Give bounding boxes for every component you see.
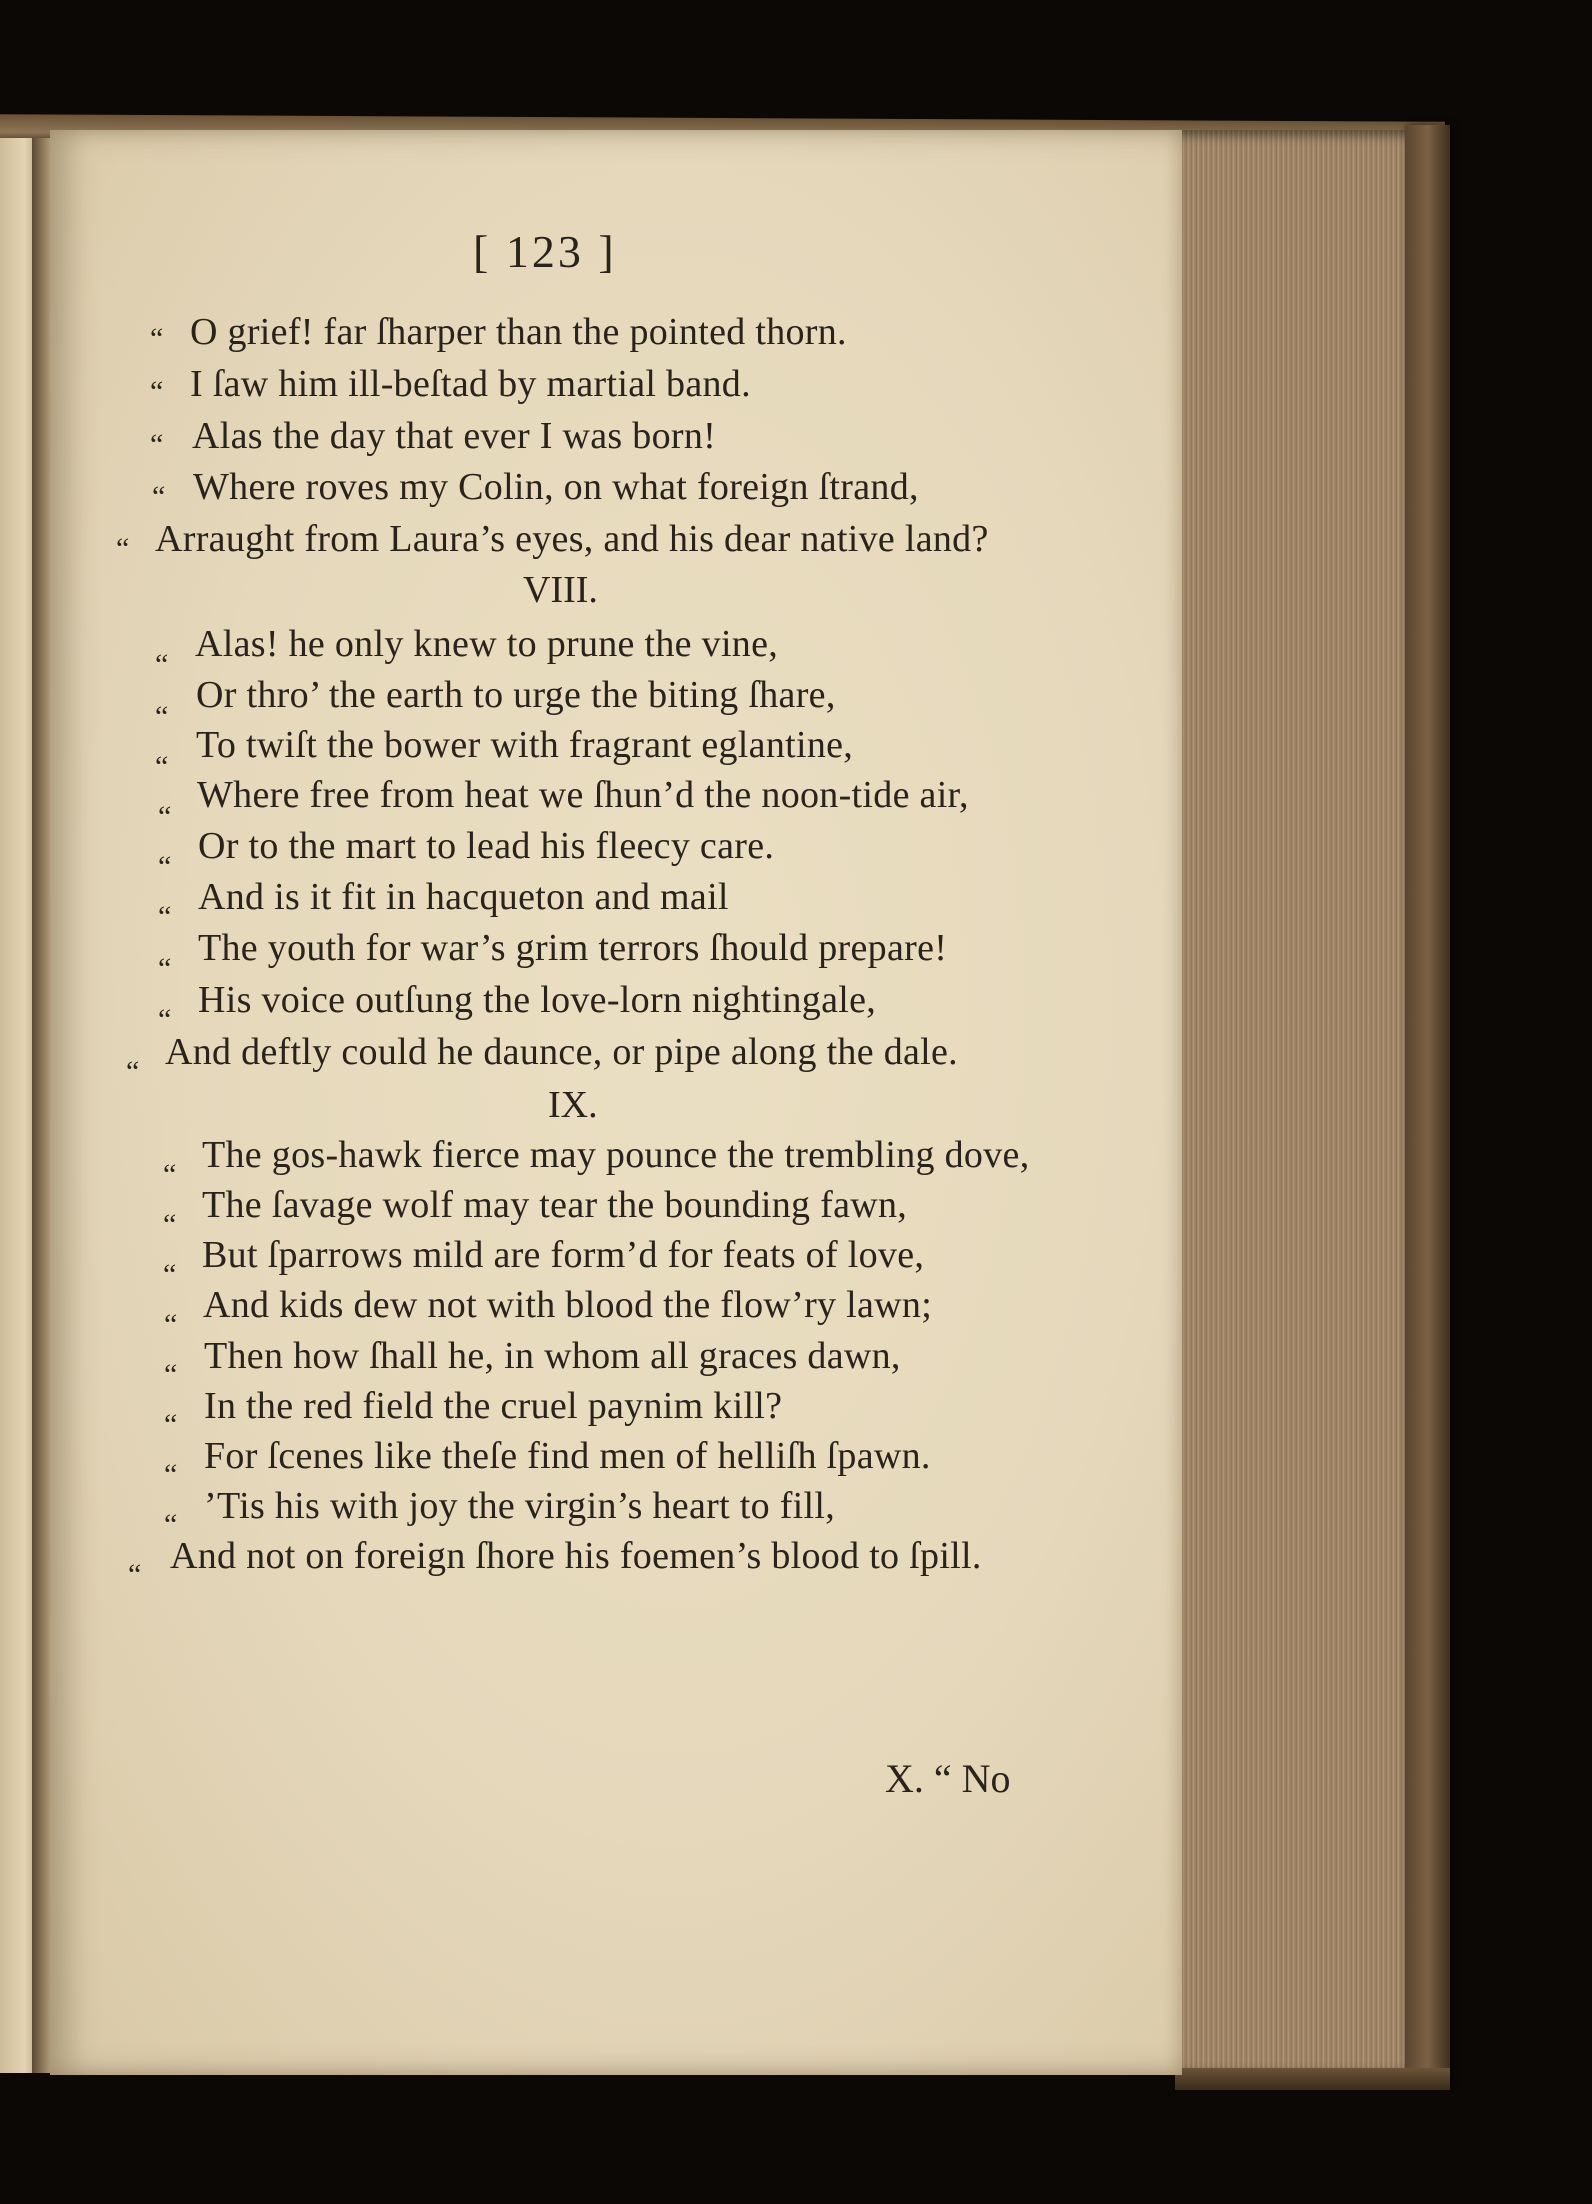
verse-line: I ſaw him ill-beſtad by martial band.	[190, 363, 751, 405]
verse-line: Or to the mart to lead his fleecy care.	[198, 825, 775, 867]
page-block-edges	[1175, 130, 1415, 2078]
verse-line: To twiſt the bower with fragrant eglantine,	[196, 724, 854, 766]
verse-line: The gos-hawk fierce may pounce the trembling dove,	[202, 1134, 1030, 1176]
stanza-numeral: IX.	[548, 1084, 598, 1126]
quote-mark: “	[155, 700, 169, 733]
quote-mark: “	[164, 1408, 178, 1441]
verse-line: Alas the day that ever I was born!	[192, 415, 717, 457]
quote-mark: “	[150, 375, 164, 408]
quote-mark: “	[163, 1158, 177, 1191]
verse-line: The youth for war’s grim terrors ſhould prepare!	[198, 927, 948, 969]
quote-mark: “	[163, 1208, 177, 1241]
verse-line: But ſparrows mild are form’d for feats of love,	[202, 1234, 925, 1276]
quote-mark: “	[116, 532, 130, 565]
verse-line: Where free from heat we ſhun’d the noon-tide air,	[197, 774, 969, 816]
back-cover-board	[1405, 125, 1450, 2083]
quote-mark: “	[163, 1258, 177, 1291]
verse-line: And is it fit in hacqueton and mail	[198, 876, 729, 918]
stanza-numeral: VIII.	[523, 569, 598, 611]
quote-mark: “	[152, 480, 166, 513]
quote-mark: “	[150, 428, 164, 461]
quote-mark: “	[164, 1308, 178, 1341]
verse-line: Arraught from Laura’s eyes, and his dear native land?	[155, 518, 989, 560]
bottom-cover-edge	[1175, 2068, 1450, 2090]
verse-line: And not on foreign ſhore his foemen’s blood to ſpill.	[170, 1535, 982, 1577]
quote-mark: “	[158, 1003, 172, 1036]
catchword: X. “ No	[885, 1756, 1011, 1801]
page-number-header: [ 123 ]	[473, 226, 617, 277]
verse-line: And kids dew not with blood the flow’ry lawn;	[203, 1284, 933, 1326]
verse-line: And deftly could he daunce, or pipe along the dale.	[165, 1031, 958, 1073]
verse-line: Or thro’ the earth to urge the biting ſhare,	[196, 674, 836, 716]
quote-mark: “	[158, 800, 172, 833]
quote-mark: “	[164, 1358, 178, 1391]
quote-mark: “	[164, 1458, 178, 1491]
verse-line: For ſcenes like theſe find men of helliſh ſpawn.	[204, 1435, 931, 1477]
quote-mark: “	[158, 850, 172, 883]
verse-line: ’Tis his with joy the virgin’s heart to fill,	[204, 1485, 836, 1527]
verse-line: Alas! he only knew to prune the vine,	[195, 623, 779, 665]
quote-mark: “	[150, 322, 164, 355]
verse-line: Then how ſhall he, in whom all graces dawn,	[204, 1335, 901, 1377]
verse-line: The ſavage wolf may tear the bounding fawn,	[202, 1184, 908, 1226]
quote-mark: “	[158, 900, 172, 933]
quote-mark: “	[164, 1508, 178, 1541]
quote-mark: “	[126, 1055, 140, 1088]
quote-mark: “	[128, 1558, 142, 1591]
quote-mark: “	[158, 952, 172, 985]
verse-line: Where roves my Colin, on what foreign ſtrand,	[193, 466, 919, 508]
quote-mark: “	[155, 750, 169, 783]
verse-line: In the red field the cruel paynim kill?	[204, 1385, 783, 1427]
verse-line: His voice outſung the love-lorn nightingale,	[198, 979, 877, 1021]
verse-line: O grief! far ſharper than the pointed thorn.	[190, 311, 847, 353]
quote-mark: “	[155, 648, 169, 681]
